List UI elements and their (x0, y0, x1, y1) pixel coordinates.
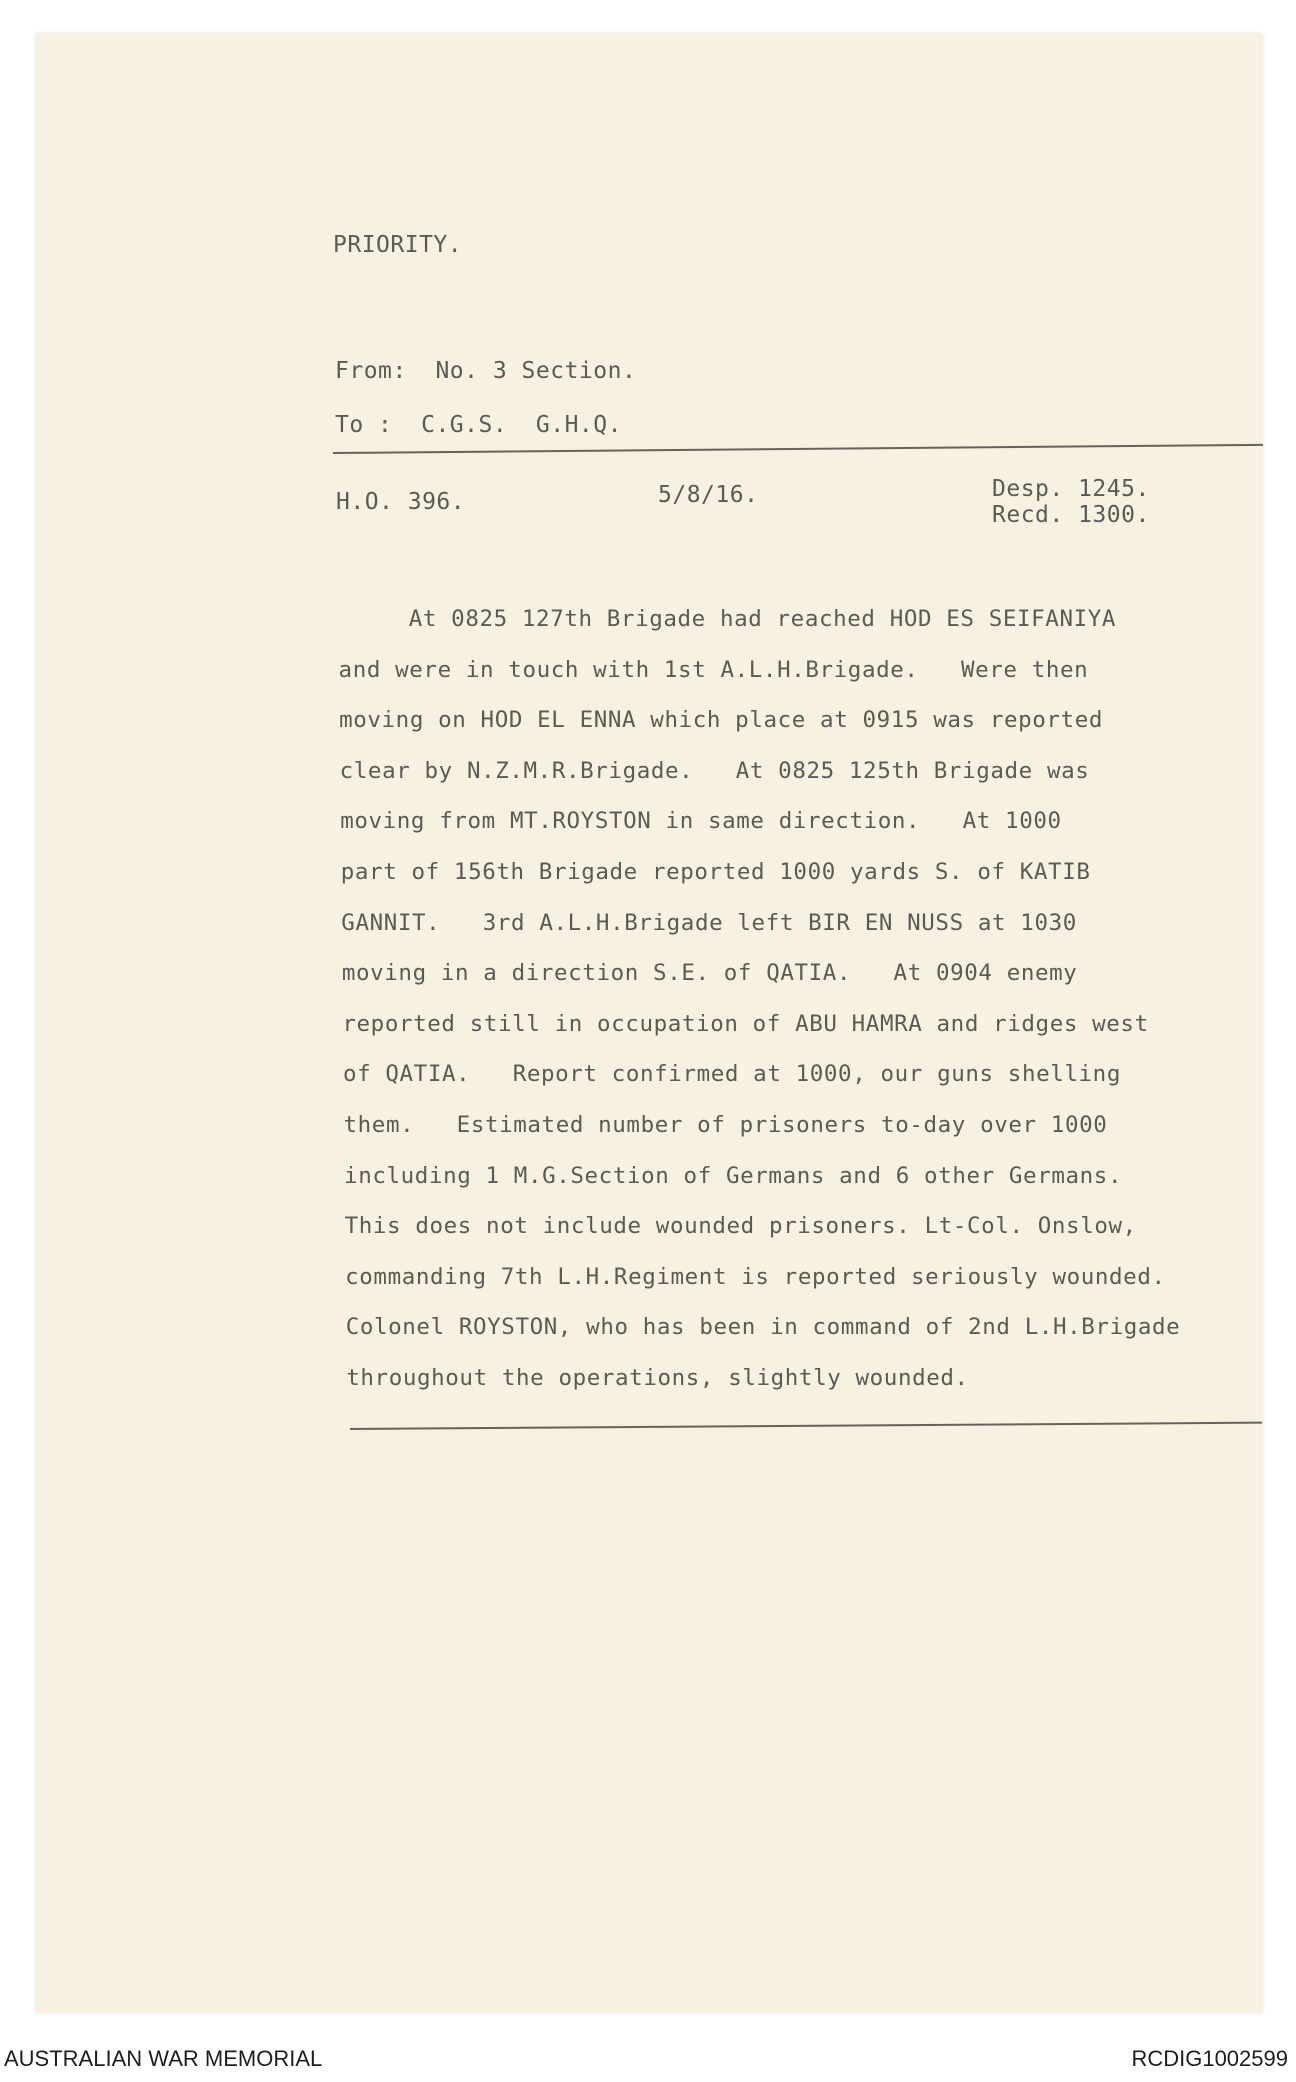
despatch-time: Desp. 1245. (992, 476, 1150, 502)
from-label: From: (335, 358, 407, 384)
body-line: reported still in occupation of ABU HAMRA and ridges west (342, 1010, 1149, 1037)
body-line: moving from MT.ROYSTON in same direction. At 1000 (340, 808, 1062, 835)
archive-id: RCDIG1002599 (1131, 2046, 1288, 2071)
message-reference: H.O. 396. (336, 489, 466, 515)
body-line: and were in touch with 1st A.L.H.Brigade. Were then (338, 656, 1089, 683)
archive-credit: AUSTRALIAN WAR MEMORIAL (4, 2046, 323, 2071)
body-line: This does not include wounded prisoners. Lt-Col. Onslow, (344, 1213, 1137, 1240)
to-line (335, 412, 622, 438)
priority-heading: PRIORITY. (333, 232, 463, 258)
body-line: including 1 M.G.Section of Germans and 6 other Germans. (344, 1162, 1123, 1189)
from-value: No. 3 Section. (435, 358, 637, 384)
body-line: Colonel ROYSTON, who has been in command of 2nd L.H.Brigade (345, 1314, 1181, 1341)
message-date: 5/8/16. (658, 482, 759, 508)
body-line: moving on HOD EL ENNA which place at 0915 was reported (339, 707, 1103, 734)
body-line: of QATIA. Report confirmed at 1000, our guns shelling (342, 1061, 1121, 1088)
body-line: moving in a direction S.E. of QATIA. At 0904 enemy (341, 960, 1078, 987)
body-line: At 0825 127th Brigade had reached HOD ES SEIFANIYA (338, 606, 1117, 632)
to-label: To : (335, 412, 393, 438)
body-line: part of 156th Brigade reported 1000 yards S. of KATIB (340, 859, 1091, 885)
to-value: C.G.S. G.H.Q. (421, 412, 622, 438)
body-line: commanding 7th L.H.Regiment is reported seriously wounded. (345, 1263, 1166, 1290)
body-line: throughout the operations, slightly wounded. (346, 1365, 969, 1391)
from-line (335, 358, 636, 384)
received-time: Recd. 1300. (992, 502, 1150, 528)
body-line: them. Estimated number of prisoners to-day over 1000 (343, 1112, 1108, 1138)
body-line: GANNIT. 3rd A.L.H.Brigade left BIR EN NUSS at 1030 (341, 909, 1077, 936)
body-line: clear by N.Z.M.R.Brigade. At 0825 125th Brigade was (339, 757, 1090, 784)
